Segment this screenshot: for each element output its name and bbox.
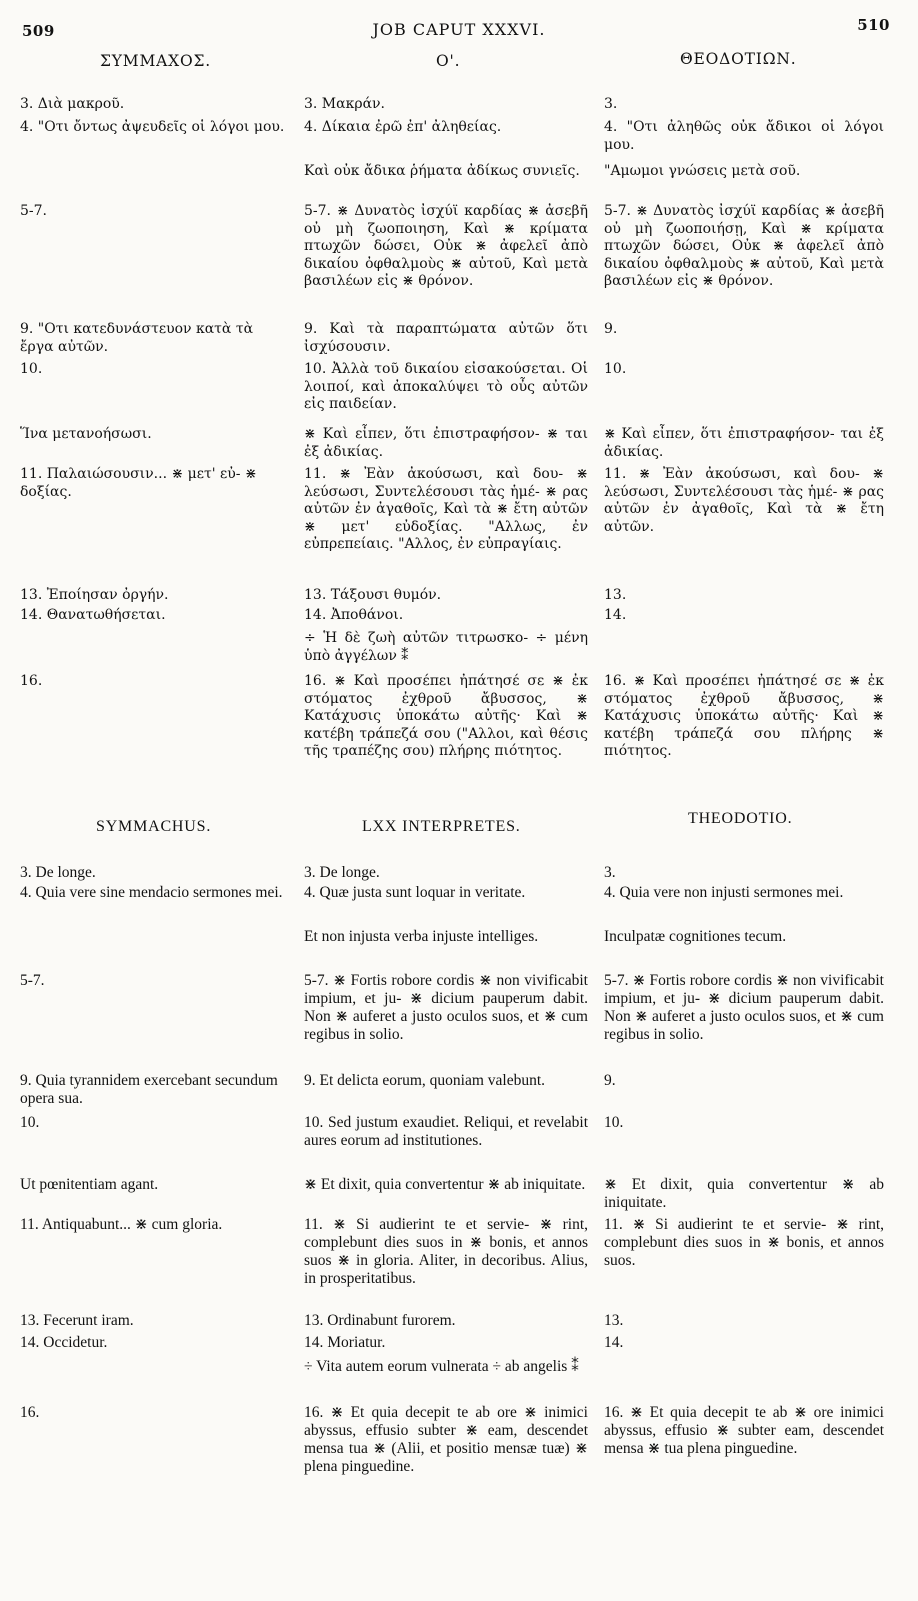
greek-symmachus-entry: 3. Διὰ μακροῦ. [20, 96, 125, 112]
latin-symmachus-entry: 9. Quia tyrannidem exercebant secundum opera sua. [20, 1072, 282, 1107]
greek-symmachus-entry: 11. Παλαιώσουσιν... ⋇ μετ' εὐ- ⋇ δοξίας. [20, 466, 262, 500]
latin-symmachus-entry: 16. [20, 1404, 40, 1421]
greek-lxx-entry: 11. ⋇ Ἐὰν ἀκούσωσι, καὶ δου- ⋇ λεύσωσι, Συντελέσουσι τὰς ἡμέ- ⋇ ρας αὐτῶν ἐν ἀγαθοῖς, Καὶ τὰ ⋇ ἔτη αὐτῶν ⋇ μετ' εὐδοξίας. "Αλλως, ἐν εὐπρεπείαις. "Αλλος, ἐν εὐπραγίαις. [304, 466, 593, 552]
latin-symmachus-entry: 13. Fecerunt iram. [20, 1312, 134, 1329]
latin-symmachus-entry: 14. Occidetur. [20, 1334, 108, 1351]
greek-theodotion-entry: "Αμωμοι γνώσεις μετὰ σοῦ. [604, 163, 801, 179]
greek-theodotion-entry: 11. ⋇ Ἐὰν ἀκούσωσι, καὶ δου- ⋇ λεύσωσι, Συντελέσουσι τὰς ἡμέ- ⋇ ρας αὐτῶν ἐν ἀγαθοῖς, Καὶ τὰ ⋇ ἔτη αὐτῶν. [604, 466, 889, 535]
latin-header-theodotion: THEODOTIO. [688, 810, 793, 827]
latin-symmachus-entry: 5-7. [20, 972, 45, 989]
latin-lxx-entry: 4. Quæ justa sunt loquar in veritate. [304, 884, 526, 901]
greek-symmachus-entry: Ἵνα μετανοήσωσι. [20, 426, 152, 442]
greek-lxx-entry: 4. Δίκαια ἐρῶ ἐπ' ἀληθείας. [304, 119, 502, 135]
greek-lxx-entry: 5-7. ⋇ Δυνατὸς ἰσχύϊ καρδίας ⋇ ἀσεβῆ οὐ μὴ ζωοποιηση, Καὶ ⋇ κρίματα πτωχῶν δώσει, Οὐκ ⋇ ἀφελεῖ ἀπὸ δικαίου ὀφθαλμοὺς ⋇ αὐτοῦ, Καὶ μετὰ βασιλέων εἰς ⋇ θρόνον. [304, 203, 593, 289]
latin-theodotion-entry: 16. ⋇ Et quia decepit te ab ⋇ ore inimici abyssus, effusio ⋇ subter eam, descendet mensa ⋇ tua plena pinguedine. [604, 1404, 888, 1457]
running-head: JOB CAPUT XXXVI. [372, 20, 546, 39]
latin-theodotion-entry: 5-7. ⋇ Fortis robore cordis ⋇ non vivificabit impium, et ju- ⋇ dicium pauperum dabit. Non ⋇ auferet a justo oculos suos, et ⋇ cum regibus in solio. [604, 972, 888, 1043]
latin-lxx-entry: ÷ Vita autem eorum vulnerata ÷ ab angelis ⁑ [304, 1358, 579, 1375]
latin-theodotion-entry: ⋇ Et dixit, quia convertentur ⋇ ab iniquitate. [604, 1176, 888, 1211]
greek-theodotion-entry: 14. [604, 607, 627, 623]
greek-lxx-entry: 3. Μακράν. [304, 96, 385, 112]
greek-theodotion-entry: 10. [604, 361, 627, 377]
greek-symmachus-entry: 13. Ἐποίησαν ὀργήν. [20, 587, 169, 603]
latin-theodotion-entry: Inculpatæ cognitiones tecum. [604, 928, 787, 945]
latin-symmachus-entry: 10. [20, 1114, 40, 1131]
greek-lxx-entry: 14. Ἀποθάνοι. [304, 607, 404, 623]
latin-theodotion-entry: 9. [604, 1072, 616, 1089]
latin-lxx-entry: 5-7. ⋇ Fortis robore cordis ⋇ non vivificabit impium, et ju- ⋇ dicium pauperum dabit. Non ⋇ auferet a justo oculos suos, et ⋇ cum regibus in solio. [304, 972, 592, 1043]
latin-lxx-entry: ⋇ Et dixit, quia convertentur ⋇ ab iniquitate. [304, 1176, 586, 1193]
greek-header-theodotion: ΘΕΟΔΟΤΙΩΝ. [680, 50, 797, 68]
latin-theodotion-entry: 4. Quia vere non injusti sermones mei. [604, 884, 844, 901]
latin-lxx-entry: 16. ⋇ Et quia decepit te ab ore ⋇ inimici abyssus, effusio subter ⋇ eam, descendet mensa tua ⋇ (Alii, et positio mensæ tuæ) ⋇ plena pinguedine. [304, 1404, 592, 1475]
latin-theodotion-entry: 10. [604, 1114, 624, 1131]
latin-symmachus-entry: 11. Antiquabunt... ⋇ cum gloria. [20, 1216, 223, 1233]
greek-lxx-entry: ÷ Ἡ δὲ ζωὴ αὐτῶν τιτρωσκο- ÷ μένη ὑπὸ ἀγγέλων ⁑ [304, 630, 593, 664]
latin-theodotion-entry: 3. [604, 864, 616, 881]
greek-lxx-entry: ⋇ Καὶ εἶπεν, ὅτι ἐπιστραφήσον- ⋇ ται ἐξ ἀδικίας. [304, 426, 593, 460]
latin-lxx-entry: 3. De longe. [304, 864, 380, 881]
latin-symmachus-entry: 4. Quia vere sine mendacio sermones mei. [20, 884, 283, 901]
greek-theodotion-entry: 5-7. ⋇ Δυνατὸς ἰσχύϊ καρδίας ⋇ ἀσεβῆ οὐ μὴ ζωοποιήσῃ, Καὶ ⋇ κρίματα πτωχῶν δώσει, Οὐκ ⋇ ἀφελεῖ ἀπὸ δικαίου ὀφθαλμοὺς ⋇ αὐτοῦ, Καὶ μετὰ βασιλέων εἰς ⋇ θρόνον. [604, 203, 889, 289]
greek-symmachus-entry: 5-7. [20, 203, 47, 219]
page-number-left: 509 [22, 22, 55, 40]
latin-lxx-entry: 9. Et delicta eorum, quoniam valebunt. [304, 1072, 546, 1089]
greek-symmachus-entry: 16. [20, 673, 43, 689]
greek-lxx-entry: 16. ⋇ Καὶ προσέπει ἠπάτησέ σε ⋇ ἐκ στόματος ἐχθροῦ ἄβυσσος, ⋇ Κατάχυσις ὑποκάτω αὐτῆς· Καὶ ⋇ κατέβη τράπεζά σου ("Αλλοι, καὶ θέσις τῆς τραπέζης σου) πλήρης πιότητος. [304, 673, 593, 759]
greek-theodotion-entry: 4. "Οτι ἀληθῶς οὐκ ἄδικοι οἱ λόγοι μου. [604, 119, 889, 153]
greek-symmachus-entry: 10. [20, 361, 43, 377]
latin-symmachus-entry: Ut pœnitentiam agant. [20, 1176, 159, 1193]
latin-lxx-entry: 13. Ordinabunt furorem. [304, 1312, 456, 1329]
greek-lxx-entry: 9. Καὶ τὰ παραπτώματα αὐτῶν ὅτι ἰσχύσουσιν. [304, 321, 593, 355]
greek-theodotion-entry: 9. [604, 321, 618, 337]
latin-lxx-entry: 10. Sed justum exaudiet. Reliqui, et revelabit aures eorum ad institutiones. [304, 1114, 592, 1149]
greek-theodotion-entry: ⋇ Καὶ εἶπεν, ὅτι ἐπιστραφήσον- ται ἐξ ἀδικίας. [604, 426, 889, 460]
latin-theodotion-entry: 13. [604, 1312, 624, 1329]
latin-theodotion-column [604, 0, 889, 1600]
greek-lxx-entry: 10. Ἀλλὰ τοῦ δικαίου εἰσακούσεται. Οἱ λοιποί, καὶ ἀποκαλύψει τὸ οὖς αὐτῶν εἰς παιδείαν. [304, 361, 593, 412]
greek-lxx-entry: 13. Τάξουσι θυμόν. [304, 587, 442, 603]
greek-header-symmachus: ΣΥΜΜΑΧΟΣ. [100, 52, 211, 70]
latin-header-symmachus: SYMMACHUS. [96, 818, 212, 835]
latin-lxx-entry: Et non injusta verba injuste intelliges. [304, 928, 539, 945]
greek-header-lxx: Ο'. [436, 52, 461, 70]
greek-theodotion-entry: 13. [604, 587, 627, 603]
latin-lxx-entry: 14. Moriatur. [304, 1334, 386, 1351]
latin-theodotion-entry: 11. ⋇ Si audierint te et servie- ⋇ rint, complebunt dies suos in ⋇ bonis, et annos suos. [604, 1216, 888, 1269]
latin-theodotion-entry: 14. [604, 1334, 624, 1351]
latin-lxx-entry: 11. ⋇ Si audierint te et servie- ⋇ rint, complebunt dies suos in ⋇ bonis, et annos suos ⋇ in gloria. Aliter, in decoribus. Alius, in prosperitatibus. [304, 1216, 592, 1287]
greek-theodotion-entry: 16. ⋇ Καὶ προσέπει ἠπάτησέ σε ⋇ ἐκ στόματος ἐχθροῦ ἄβυσσος, ⋇ Κατάχυσις ὑποκάτω αὐτῆς· Καὶ ⋇ κατέβη τράπεζά σου πλήρης ⋇ πιότητος. [604, 673, 889, 759]
latin-lxx-column [304, 0, 593, 1600]
greek-lxx-entry: Καὶ οὐκ ἄδικα ῥήματα ἀδίκως συνιεῖς. [304, 163, 580, 179]
greek-symmachus-entry: 9. "Οτι κατεδυνάστευον κατὰ τὰ ἔργα αὐτῶν. [20, 321, 258, 355]
latin-symmachus-column [20, 0, 290, 1600]
latin-header-lxx: LXX INTERPRETES. [362, 818, 521, 835]
latin-symmachus-entry: 3. De longe. [20, 864, 96, 881]
greek-symmachus-entry: 14. Θανατωθήσεται. [20, 607, 166, 623]
greek-symmachus-entry: 4. "Οτι ὄντως ἀψευδεῖς οἱ λόγοι μου. [20, 119, 285, 135]
page-number-right: 510 [857, 16, 890, 34]
greek-theodotion-entry: 3. [604, 96, 618, 112]
